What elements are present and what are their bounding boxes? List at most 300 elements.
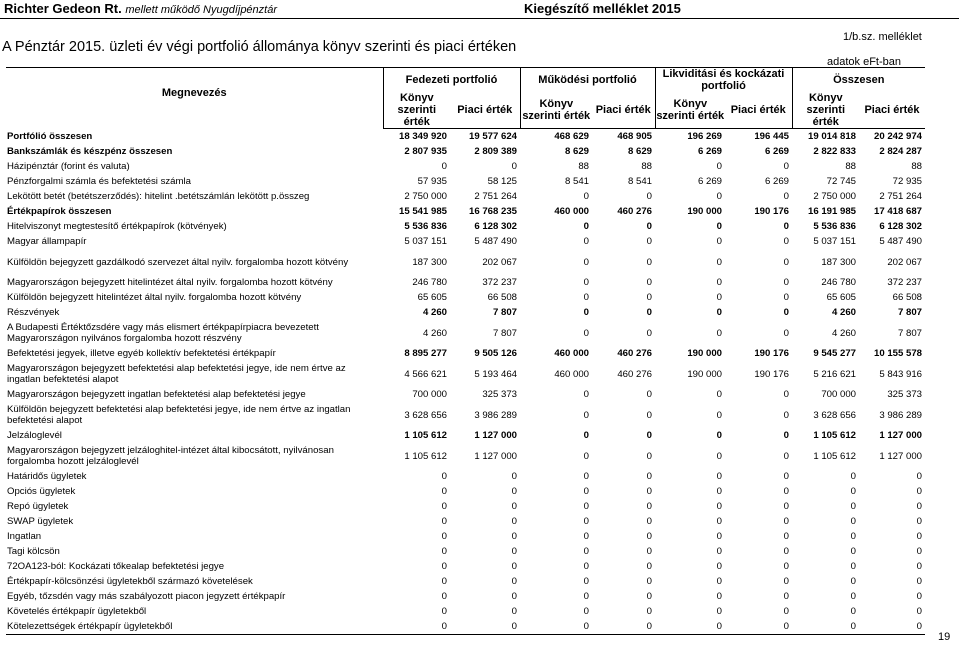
row-value: 58 125: [487, 176, 517, 187]
row-value: 0: [383, 619, 450, 635]
row-value: 196 269: [687, 131, 722, 142]
row-value: 0: [583, 576, 589, 587]
row-value: 0: [783, 191, 789, 202]
row-value: 0: [716, 591, 722, 602]
row-value: 0: [916, 486, 922, 497]
row-value: 0: [716, 486, 722, 497]
table-row: [6, 604, 925, 619]
row-value: 6 269: [764, 176, 789, 187]
row-label: Lekötött betét (betétszerződés): hitelint .betétszámlán lekötött p.összeg: [7, 191, 310, 202]
row-value: 0: [716, 161, 722, 172]
row-value: 0: [646, 591, 652, 602]
row-value: 1 105 612: [404, 450, 447, 462]
row-value: 0: [850, 501, 856, 512]
row-label: Magyarországon bejegyzett jelzáloghitel-intézet által kibocsátott, nyilvánosan forgalomba hozott jelzáloglevél: [7, 445, 334, 467]
row-value: 0: [646, 389, 652, 400]
row-value: 0: [716, 430, 722, 441]
row-value: 0: [583, 191, 589, 202]
row-value: 0: [783, 161, 789, 172]
row-value: 6 269: [764, 146, 789, 157]
row-label: Követelés értékpapír ügyletekből: [7, 606, 147, 617]
row-value: 0: [783, 546, 789, 557]
row-value: 65 605: [826, 292, 856, 303]
row-value: 0: [646, 486, 652, 497]
row-value: 0: [450, 619, 520, 635]
portfolio-table: [6, 67, 925, 635]
row-value: 19 577 624: [468, 131, 517, 142]
row-value: 0: [783, 236, 789, 247]
row-value: 468 629: [554, 131, 589, 142]
table-row: [6, 544, 925, 559]
row-value: 0: [783, 591, 789, 602]
table-body: [6, 129, 925, 635]
row-value: 0: [850, 546, 856, 557]
row-value: 5 536 836: [404, 221, 447, 232]
row-label: Magyar állampapír: [7, 236, 87, 247]
row-value: 202 067: [482, 256, 517, 268]
row-value: 0: [583, 256, 589, 268]
table-row: [6, 159, 925, 174]
row-value: 3 986 289: [879, 409, 922, 421]
row-value: 0: [783, 256, 789, 268]
row-value: 0: [583, 450, 589, 462]
row-value: 72 745: [826, 176, 856, 187]
row-value: 372 237: [887, 277, 922, 288]
row-value: 0: [511, 516, 517, 527]
header-rule: [0, 18, 959, 19]
row-value: 0: [583, 292, 589, 303]
row-value: 1 105 612: [813, 450, 856, 462]
row-value: 0: [850, 591, 856, 602]
row-value: 0: [646, 409, 652, 421]
row-label: Külföldön bejegyzett gazdálkodó szervezet által nyilv. forgalomba hozott kötvény: [7, 256, 349, 268]
row-value: 5 193 464: [474, 368, 517, 380]
row-value: 2 750 000: [404, 191, 447, 202]
row-label: A Budapesti Értéktőzsdére vagy más elismert értékpapírpiacra bevezetett Magyarországon nyilvános forgalomba hozott részvény: [7, 322, 319, 344]
row-value: 0: [583, 236, 589, 247]
row-value: 7 807: [897, 327, 922, 339]
row-value: 5 843 916: [879, 368, 922, 380]
row-label: Külföldön bejegyzett hitelintézet által nyilv. forgalomba hozott kötvény: [7, 292, 302, 303]
row-value: 0: [716, 471, 722, 482]
row-value: 0: [783, 221, 789, 232]
row-value: 9 505 126: [474, 348, 517, 359]
row-value: 1 127 000: [879, 430, 922, 441]
row-value: 0: [646, 471, 652, 482]
row-value: 15 541 985: [398, 206, 447, 217]
row-value: 7 807: [492, 307, 517, 318]
row-value: 0: [783, 277, 789, 288]
sub-header-market: Piaci érték: [725, 92, 792, 129]
table-row: [6, 204, 925, 219]
row-value: 72 935: [892, 176, 922, 187]
row-value: 0: [916, 591, 922, 602]
row-value: 0: [916, 546, 922, 557]
row-value: 0: [583, 546, 589, 557]
row-value: 8 895 277: [404, 348, 447, 359]
row-value: 196 445: [754, 131, 789, 142]
row-label: Részvények: [7, 307, 60, 318]
row-value: 468 905: [617, 131, 652, 142]
row-value: 8 541: [627, 176, 652, 187]
row-value: 0: [646, 450, 652, 462]
table-row: [6, 144, 925, 159]
row-value: 0: [783, 606, 789, 617]
row-value: 8 629: [564, 146, 589, 157]
appendix-ref: 1/b.sz. melléklet: [843, 31, 922, 43]
table-row: [6, 275, 925, 290]
row-value: 0: [441, 501, 447, 512]
row-value: 0: [783, 389, 789, 400]
row-value: 0: [592, 619, 655, 635]
row-value: 0: [511, 486, 517, 497]
table-row: [6, 129, 925, 145]
row-value: 0: [783, 409, 789, 421]
row-value: 0: [441, 591, 447, 602]
row-value: 57 935: [417, 176, 447, 187]
row-value: 0: [511, 531, 517, 542]
row-value: 0: [716, 576, 722, 587]
row-value: 187 300: [412, 256, 447, 268]
table-row: [6, 219, 925, 234]
row-value: 20 242 974: [873, 131, 922, 142]
row-value: 0: [850, 576, 856, 587]
row-value: 0: [583, 606, 589, 617]
row-value: 0: [583, 516, 589, 527]
row-value: 0: [716, 501, 722, 512]
row-value: 2 807 935: [404, 146, 447, 157]
row-value: 700 000: [412, 389, 447, 400]
row-value: 0: [725, 619, 792, 635]
row-label: Határidős ügyletek: [7, 471, 87, 482]
row-value: 0: [441, 531, 447, 542]
row-value: 0: [583, 561, 589, 572]
row-value: 0: [441, 161, 447, 172]
col-name-header: Megnevezés: [6, 68, 383, 129]
row-value: 0: [583, 409, 589, 421]
group-header-mukodesi: Működési portfolió: [520, 68, 655, 93]
sub-header-market: Piaci érték: [592, 92, 655, 129]
row-value: 0: [583, 591, 589, 602]
row-value: 88: [578, 161, 589, 172]
row-value: 0: [783, 450, 789, 462]
row-value: 0: [716, 531, 722, 542]
row-value: 190 176: [754, 206, 789, 217]
row-value: 0: [716, 606, 722, 617]
row-value: 0: [783, 576, 789, 587]
row-value: 0: [441, 486, 447, 497]
row-value: 8 629: [627, 146, 652, 157]
row-value: 5 037 151: [813, 236, 856, 247]
row-label: Bankszámlák és készpénz összesen: [7, 146, 173, 157]
unit-note: adatok eFt-ban: [827, 56, 901, 68]
table-row: [6, 387, 925, 402]
sub-header-market: Piaci érték: [859, 92, 925, 129]
row-value: 2 824 287: [879, 146, 922, 157]
row-value: 2 750 000: [813, 191, 856, 202]
row-value: 0: [583, 389, 589, 400]
row-value: 0: [716, 389, 722, 400]
row-value: 325 373: [482, 389, 517, 400]
row-value: 1 127 000: [474, 450, 517, 462]
row-value: 6 269: [697, 176, 722, 187]
row-label: Magyarországon bejegyzett ingatlan befektetési alap befektetési jegye: [7, 389, 306, 400]
row-value: 5 487 490: [879, 236, 922, 247]
row-value: 0: [716, 277, 722, 288]
table-row: [6, 589, 925, 604]
row-value: 2 809 389: [474, 146, 517, 157]
row-value: 88: [641, 161, 652, 172]
row-value: 3 986 289: [474, 409, 517, 421]
table-row: [6, 249, 925, 275]
row-value: 4 260: [831, 327, 856, 339]
row-value: 88: [911, 161, 922, 172]
row-value: 0: [783, 292, 789, 303]
row-label: Pénzforgalmi számla és befektetési számla: [7, 176, 191, 187]
row-value: 0: [716, 221, 722, 232]
row-value: 0: [646, 501, 652, 512]
row-value: 16 768 235: [468, 206, 517, 217]
row-value: 0: [916, 531, 922, 542]
row-value: 6 128 302: [879, 221, 922, 232]
row-value: 19 014 818: [807, 131, 856, 142]
row-value: 0: [783, 561, 789, 572]
row-value: 6 128 302: [474, 221, 517, 232]
row-value: 0: [511, 576, 517, 587]
table-row: [6, 361, 925, 387]
row-value: 0: [716, 327, 722, 339]
row-label: Kötelezettségek értékpapír ügyletekből: [6, 619, 383, 635]
row-value: 0: [716, 546, 722, 557]
row-value: 2 751 264: [474, 191, 517, 202]
row-value: 460 276: [617, 348, 652, 359]
row-value: 0: [716, 450, 722, 462]
row-label: Ingatlan: [7, 531, 42, 542]
row-value: 0: [646, 292, 652, 303]
table-row: [6, 574, 925, 589]
row-value: 0: [646, 546, 652, 557]
row-label: Magyarországon bejegyzett hitelintézet által nyilv. forgalomba hozott kötvény: [7, 277, 333, 288]
row-value: 9 545 277: [813, 348, 856, 359]
sub-header-book: Könyv szerinti érték: [383, 92, 450, 129]
row-value: 0: [646, 561, 652, 572]
row-value: 10 155 578: [873, 348, 922, 359]
row-value: 4 566 621: [404, 368, 447, 380]
row-value: 4 260: [422, 327, 447, 339]
row-value: 6 269: [697, 146, 722, 157]
group-header-fedezeti: Fedezeti portfolió: [383, 68, 520, 93]
row-label: Magyarországon bejegyzett befektetési alap befektetési jegye, ide nem értve az ingatlan befektetési alapot: [7, 363, 346, 385]
row-value: 0: [850, 516, 856, 527]
row-value: 0: [583, 471, 589, 482]
row-value: 0: [441, 546, 447, 557]
row-value: 0: [783, 307, 789, 318]
row-value: 0: [916, 576, 922, 587]
row-value: 0: [511, 161, 517, 172]
row-value: 0: [783, 516, 789, 527]
row-value: 0: [646, 531, 652, 542]
row-value: 0: [916, 471, 922, 482]
row-value: 0: [850, 471, 856, 482]
row-value: 0: [916, 501, 922, 512]
row-value: 246 780: [821, 277, 856, 288]
row-label: Értékpapírok összesen: [7, 206, 112, 217]
row-value: 0: [716, 561, 722, 572]
table-row: [6, 484, 925, 499]
row-value: 246 780: [412, 277, 447, 288]
row-value: 1 127 000: [879, 450, 922, 462]
row-value: 8 541: [564, 176, 589, 187]
table-row: [6, 290, 925, 305]
row-value: 3 628 656: [404, 409, 447, 421]
table-row: [6, 559, 925, 574]
table-header: [6, 68, 925, 129]
row-label: Repó ügyletek: [7, 501, 69, 512]
row-value: 5 536 836: [813, 221, 856, 232]
row-value: 0: [655, 619, 725, 635]
row-value: 0: [783, 430, 789, 441]
row-value: 7 807: [897, 307, 922, 318]
row-value: 66 508: [487, 292, 517, 303]
row-label: Portfólió összesen: [7, 130, 93, 142]
row-value: 190 000: [687, 206, 722, 217]
row-value: 190 176: [754, 348, 789, 359]
row-value: 0: [646, 307, 652, 318]
row-value: 0: [520, 619, 592, 635]
row-label: Házipénztár (forint és valuta): [7, 161, 130, 172]
row-value: 0: [646, 221, 652, 232]
row-value: 0: [716, 236, 722, 247]
row-value: 1 105 612: [404, 430, 447, 441]
row-value: 0: [441, 606, 447, 617]
row-value: 5 216 621: [813, 368, 856, 380]
table-row: [6, 346, 925, 361]
row-value: 0: [646, 191, 652, 202]
row-value: 190 000: [687, 368, 722, 380]
row-value: 0: [441, 516, 447, 527]
row-value: 0: [646, 327, 652, 339]
row-value: 0: [583, 486, 589, 497]
row-label: Egyéb, tőzsdén vagy más szabályozott piacon jegyzett értékpapír: [7, 591, 286, 602]
row-value: 0: [583, 327, 589, 339]
row-value: 5 487 490: [474, 236, 517, 247]
row-value: 372 237: [482, 277, 517, 288]
sub-header-book: Könyv szerinti érték: [520, 92, 592, 129]
row-value: 0: [583, 501, 589, 512]
row-value: 0: [441, 576, 447, 587]
row-value: 0: [783, 531, 789, 542]
row-value: 0: [716, 409, 722, 421]
row-value: 18 349 920: [398, 131, 447, 142]
row-value: 460 276: [617, 368, 652, 380]
row-value: 460 000: [554, 348, 589, 359]
row-value: 0: [511, 606, 517, 617]
row-value: 0: [850, 486, 856, 497]
row-label: 72OA123-ból: Kockázati tőkealap befektetési jegye: [7, 561, 225, 572]
document-title: A Pénztár 2015. üzleti év végi portfolió állománya könyv szerinti és piaci értéken: [2, 39, 517, 55]
row-value: 0: [441, 561, 447, 572]
row-value: 0: [646, 516, 652, 527]
appendix-title: Kiegészítő melléklet 2015: [524, 1, 681, 16]
table-row: [6, 234, 925, 249]
row-value: 4 260: [422, 307, 447, 318]
row-value: 0: [511, 561, 517, 572]
org-name: Richter Gedeon Rt. mellett működő Nyugdíjpénztár: [4, 1, 278, 16]
row-value: 460 000: [554, 368, 589, 380]
row-label: Értékpapír-kölcsönzési ügyletekből származó követelések: [7, 576, 253, 587]
table-row: [6, 443, 925, 469]
row-value: 0: [716, 191, 722, 202]
row-value: 2 751 264: [879, 191, 922, 202]
row-value: 0: [916, 606, 922, 617]
row-label: Külföldön bejegyzett befektetési alap befektetési jegye, ide nem értve az ingatlan befektetési alapot: [7, 404, 351, 426]
table-row: [6, 320, 925, 346]
row-value: 3 628 656: [813, 409, 856, 421]
sub-header-book: Könyv szerinti érték: [655, 92, 725, 129]
row-value: 202 067: [887, 256, 922, 268]
row-value: 1 127 000: [474, 430, 517, 441]
row-value: 0: [859, 619, 925, 635]
table-row: [6, 305, 925, 320]
sub-header-market: Piaci érték: [450, 92, 520, 129]
table-row: [6, 514, 925, 529]
row-value: 4 260: [831, 307, 856, 318]
row-value: 0: [783, 501, 789, 512]
row-value: 0: [716, 292, 722, 303]
row-label: Hitelviszonyt megtestesítő értékpapírok (kötvények): [7, 221, 227, 232]
page-number: 19: [938, 631, 951, 643]
row-label: Tagi kölcsön: [7, 546, 60, 557]
row-value: 0: [646, 606, 652, 617]
row-value: 0: [583, 307, 589, 318]
row-value: 0: [511, 501, 517, 512]
row-value: 0: [716, 516, 722, 527]
row-value: 2 822 833: [813, 146, 856, 157]
table-row: [6, 529, 925, 544]
row-value: 88: [845, 161, 856, 172]
row-label: Befektetési jegyek, illetve egyéb kollektív befektetési értékpapír: [7, 348, 276, 359]
row-value: 0: [583, 531, 589, 542]
row-value: 0: [716, 256, 722, 268]
row-value: 0: [916, 561, 922, 572]
table-row: [6, 402, 925, 428]
row-value: 0: [511, 546, 517, 557]
row-value: 5 037 151: [404, 236, 447, 247]
row-value: 0: [783, 327, 789, 339]
row-value: 0: [646, 277, 652, 288]
table-row: [6, 469, 925, 484]
table-row: [6, 174, 925, 189]
row-value: 190 000: [687, 348, 722, 359]
row-value: 0: [583, 277, 589, 288]
row-value: 17 418 687: [873, 206, 922, 217]
row-value: 187 300: [821, 256, 856, 268]
table-row: [6, 189, 925, 204]
row-value: 7 807: [492, 327, 517, 339]
row-value: 0: [783, 471, 789, 482]
row-value: 0: [441, 471, 447, 482]
row-value: 0: [583, 430, 589, 441]
row-value: 0: [716, 307, 722, 318]
row-value: 0: [511, 471, 517, 482]
row-value: 0: [646, 236, 652, 247]
row-value: 460 000: [554, 206, 589, 217]
row-value: 0: [646, 430, 652, 441]
row-value: 0: [792, 619, 859, 635]
row-value: 325 373: [887, 389, 922, 400]
row-value: 0: [646, 576, 652, 587]
row-value: 0: [850, 606, 856, 617]
